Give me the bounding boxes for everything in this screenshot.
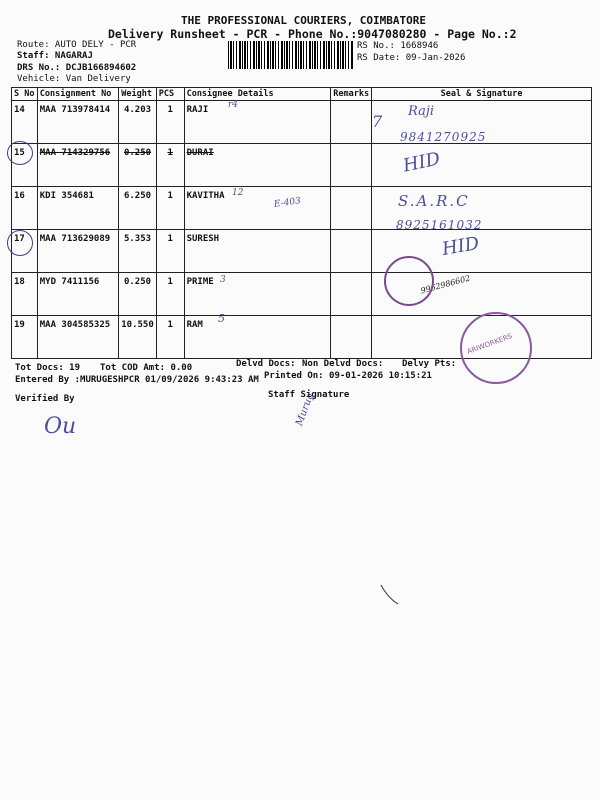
- cell-pcs: 1: [156, 101, 184, 144]
- cell-consignee: KAVITHA: [184, 187, 331, 230]
- handwritten-signature: S.A.R.C: [398, 192, 470, 210]
- cell-remarks: [331, 144, 372, 187]
- handwritten-tick: 7: [372, 112, 383, 131]
- cell-weight: 0.250: [119, 144, 157, 187]
- cell-remarks: [331, 273, 372, 316]
- table-row: [12, 230, 592, 273]
- table-row: [12, 273, 592, 316]
- col-remarks: Remarks: [331, 88, 372, 101]
- non-delivered-docs: Non Delvd Docs:: [302, 359, 384, 369]
- cell-sno: 16: [12, 187, 38, 230]
- col-consignee: Consignee Details: [184, 88, 331, 101]
- handwritten-note: 12: [232, 188, 244, 198]
- printed-on: Printed On: 09-01-2026 10:15:21: [264, 371, 432, 381]
- cell-consignment: KDI 354681: [37, 187, 119, 230]
- cell-consignee: DURAI: [184, 144, 331, 187]
- col-pcs: PCS: [156, 88, 184, 101]
- drs-number: DRS No.: DCJB166894602: [17, 63, 137, 73]
- handwritten-note: E-403: [273, 196, 302, 210]
- col-sno: S No: [12, 88, 38, 101]
- cell-weight: 5.353: [119, 230, 157, 273]
- cell-weight: 0.250: [119, 273, 157, 316]
- cell-remarks: [331, 230, 372, 273]
- route-label: Route: AUTO DELY - PCR: [17, 40, 137, 50]
- cell-sno: 17: [12, 230, 38, 273]
- handwritten-signature: Raji: [408, 104, 435, 119]
- stamp-text: ARIWORKERS: [466, 332, 514, 356]
- handwritten-note: 5: [218, 312, 225, 325]
- cell-remarks: [331, 101, 372, 144]
- handwritten-note: 3: [220, 275, 226, 285]
- cell-remarks: [331, 316, 372, 359]
- cell-sno: 14: [12, 101, 38, 144]
- cell-consignee: RAM: [184, 316, 331, 359]
- sno-circle-mark: [7, 230, 33, 256]
- table-header-row: [12, 88, 592, 101]
- cell-weight: 6.250: [119, 187, 157, 230]
- table-row: [12, 187, 592, 230]
- handwritten-signature: HID: [440, 232, 481, 261]
- cell-consignment: MAA 714329756: [37, 144, 119, 187]
- staff-label: Staff: NAGARAJ: [17, 51, 93, 61]
- col-consignment: Consignment No: [37, 88, 119, 101]
- verifier-signature: Ou: [44, 414, 77, 439]
- cell-consignee: SURESH: [184, 230, 331, 273]
- rs-number: RS No.: 1668946: [357, 41, 439, 51]
- sno-circle-mark: [7, 141, 33, 165]
- staff-signature-label: Staff Signature: [268, 390, 350, 400]
- cell-consignee: PRIME: [184, 273, 331, 316]
- table-row: [12, 101, 592, 144]
- cell-pcs: 1: [156, 230, 184, 273]
- cell-consignment: MAA 304585325: [37, 316, 119, 359]
- seal-stamp: [460, 312, 532, 384]
- rs-date: RS Date: 09-Jan-2026: [357, 53, 466, 63]
- cell-pcs: 1: [156, 316, 184, 359]
- cell-pcs: 1: [156, 187, 184, 230]
- handwritten-phone: 8925161032: [396, 218, 483, 232]
- entered-by: Entered By :MURUGESHPCR 01/09/2026 9:43:23 AM: [15, 375, 259, 385]
- runsheet-subtitle: Delivery Runsheet - PCR - Phone No.:9047080280 - Page No.:2: [108, 27, 517, 41]
- cell-weight: 4.203: [119, 101, 157, 144]
- seal-stamp-small: [384, 256, 434, 306]
- cell-consignment: MAA 713978414: [37, 101, 119, 144]
- cell-sno: 18: [12, 273, 38, 316]
- cell-consignment: MAA 713629089: [37, 230, 119, 273]
- staff-handwritten-signature: Murug: [294, 391, 317, 428]
- total-docs: Tot Docs: 19: [15, 363, 81, 373]
- cell-weight: 10.550: [119, 316, 157, 359]
- cell-sno: 19: [12, 316, 38, 359]
- verified-by-label: Verified By: [15, 394, 75, 404]
- barcode-image: [228, 41, 354, 69]
- handwritten-signature: HID: [401, 148, 443, 177]
- handwritten-note: r4: [228, 100, 239, 110]
- cell-consignee: RAJI: [184, 101, 331, 144]
- col-seal: Seal & Signature: [372, 88, 592, 101]
- table-row: [12, 144, 592, 187]
- cell-remarks: [331, 187, 372, 230]
- handwritten-number: 9962986602: [419, 273, 472, 296]
- delivery-points: Delvy Pts:: [402, 359, 457, 369]
- vehicle-label: Vehicle: Van Delivery: [17, 74, 131, 84]
- company-title: THE PROFESSIONAL COURIERS, COIMBATORE: [181, 14, 427, 27]
- cell-pcs: 1: [156, 273, 184, 316]
- delivered-docs: Delvd Docs:: [236, 359, 296, 369]
- handwritten-phone: 9841270925: [400, 130, 487, 144]
- cell-pcs: 1: [156, 144, 184, 187]
- total-cod-amount: Tot COD Amt: 0.00: [100, 363, 193, 373]
- col-weight: Weight: [119, 88, 157, 101]
- cell-consignment: MYD 7411156: [37, 273, 119, 316]
- pen-mark: [378, 582, 402, 608]
- cell-sno: 15: [12, 144, 38, 187]
